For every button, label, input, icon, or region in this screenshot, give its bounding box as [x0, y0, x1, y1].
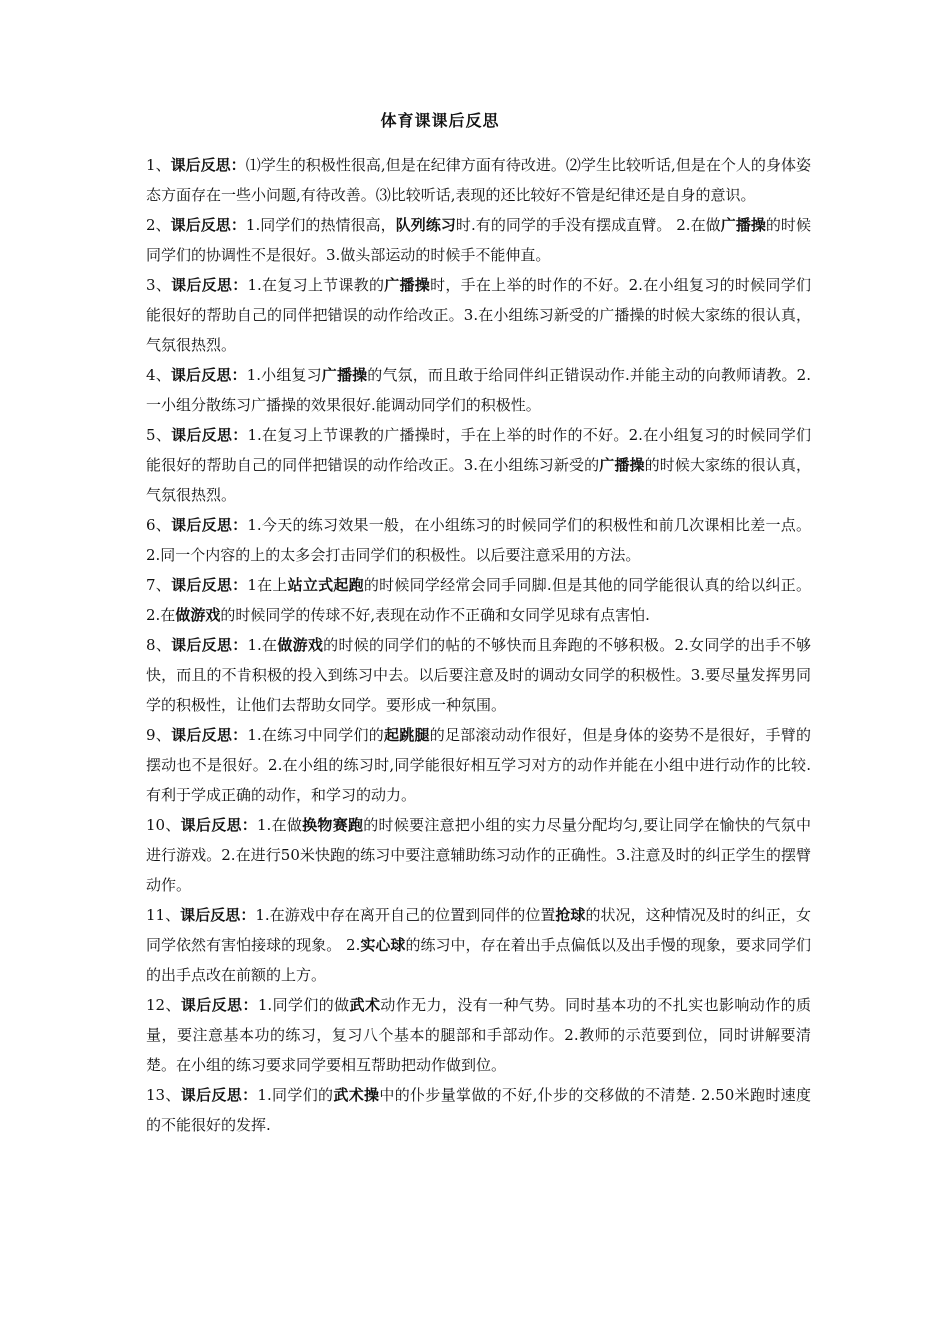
reflection-paragraph [146, 360, 811, 420]
reflection-paragraph [146, 420, 811, 510]
paragraph-text: 1.在游戏中存在离开自己的位置到同伴的位置 [255, 906, 556, 924]
paragraph-label: 课后反思： [170, 366, 247, 384]
paragraph-text: ⑴学生的积极性很高,但是在纪律方面有待改进。⑵学生比较听话,但是在个人的身体姿态方面存在一些小问题,有待改善。⑶比较听话,表现的还比较好不管是纪律还是自身的意识。 [146, 156, 811, 204]
paragraph-number: 9、 [146, 726, 172, 744]
paragraph-number: 1、 [146, 156, 171, 174]
highlight-term: 起跳腿 [384, 726, 430, 744]
paragraph-text: 时，手在上举的时作的不好。2.在小组复习的时候同学们能很好的帮助自己的同伴把错误的动作给改正。3.在小组练习新受的广播操的时候大家练的很认真，气氛很热烈。 [146, 276, 811, 354]
paragraph-label: 课后反思： [180, 1086, 258, 1104]
paragraph-label: 课后反思： [171, 276, 248, 294]
highlight-term: 武术操 [333, 1086, 380, 1104]
highlight-term: 广播操 [720, 216, 766, 234]
reflection-paragraph [146, 900, 811, 990]
highlight-term: 实心球 [360, 936, 406, 954]
paragraph-label: 课后反思： [180, 906, 256, 924]
highlight-term: 广播操 [384, 276, 431, 294]
paragraph-text: 的时候同学的传球不好,表现在动作不正确和女同学见球有点害怕. [220, 606, 650, 624]
paragraph-number: 11、 [146, 906, 181, 924]
reflection-paragraph [146, 570, 811, 630]
highlight-term: 抢球 [555, 906, 586, 924]
paragraph-text: 的练习中，存在着出手点偏低以及出手慢的现象，要求同学们的出手点改在前额的上方。 [146, 936, 811, 984]
highlight-term: 广播操 [321, 366, 368, 384]
paragraph-text: 的时候同学经常会同手同脚.但是其他的同学能很认真的给以纠正。2.在 [146, 576, 811, 624]
paragraph-number: 4、 [146, 366, 171, 384]
reflection-paragraph [146, 720, 811, 810]
paragraph-label: 课后反思： [171, 576, 248, 594]
reflection-paragraph [146, 510, 811, 570]
paragraph-number: 7、 [146, 576, 172, 594]
paragraph-label: 课后反思： [170, 216, 246, 234]
highlight-term: 做游戏 [175, 606, 221, 624]
paragraph-text: 1在上 [247, 576, 288, 594]
highlight-term: 站立式起跑 [287, 576, 364, 594]
highlight-term: 换物赛跑 [302, 816, 364, 834]
paragraph-number: 3、 [146, 276, 172, 294]
paragraph-label: 课后反思： [171, 426, 248, 444]
paragraph-number: 13、 [146, 1086, 181, 1104]
highlight-term: 队列练习 [395, 216, 456, 234]
paragraph-text: 的足部滚动动作很好，但是身体的姿势不是很好，手臂的摆动也不是很好。2.在小组的练习时,同学能很好相互学习对方的动作并能在小组中进行动作的比较.有利于学成正确的动作，和学习的动力。 [146, 726, 811, 804]
paragraph-text: 1.在复习上节课教的 [247, 276, 385, 294]
paragraph-text: 1.在练习中同学们的 [247, 726, 384, 744]
reflection-paragraph [146, 210, 811, 270]
paragraph-label: 课后反思： [171, 726, 248, 744]
reflection-paragraph [146, 990, 811, 1080]
paragraph-text: 1.同学们的 [257, 1086, 334, 1104]
reflection-paragraph [146, 150, 811, 210]
document-body [146, 150, 811, 1140]
reflection-paragraph [146, 1080, 811, 1140]
paragraph-text: 1.同学们的热情很高， [245, 216, 396, 234]
reflection-paragraph [146, 630, 811, 720]
paragraph-text: 的时候要注意把小组的实力尽量分配均匀,要让同学在愉快的气氛中进行游戏。2.在进行50米快跑的练习中要注意辅助练习动作的正确性。3.注意及时的纠正学生的摆臂动作。 [146, 816, 811, 894]
paragraph-label: 课后反思： [171, 636, 248, 654]
document-title: 体育课课后反思 [380, 111, 500, 130]
paragraph-label: 课后反思： [170, 156, 246, 174]
paragraph-number: 8、 [146, 636, 172, 654]
paragraph-text: 时.有的同学的手没有摆成直臂。 2.在做 [455, 216, 721, 234]
paragraph-text: 的时候同学们的协调性不是很好。3.做头部运动的时候手不能伸直。 [146, 216, 811, 264]
paragraph-text: 的时候大家练的很认真，气氛很热烈。 [146, 456, 811, 504]
paragraph-text: 1.小组复习 [246, 366, 322, 384]
paragraph-label: 课后反思： [180, 996, 258, 1014]
paragraph-text: 的状况，这种情况及时的纠正，女同学依然有害怕接球的现象。 2. [146, 906, 811, 954]
paragraph-text: 1.在 [247, 636, 278, 654]
paragraph-text: 1.同学们的做 [257, 996, 350, 1014]
highlight-term: 做游戏 [277, 636, 324, 654]
paragraph-text: 1.在复习上节课教的广播操时，手在上举的时作的不好。2.在小组复习的时候同学们能很好的帮助自己的同伴把错误的动作给改正。3.在小组练习新受的 [146, 426, 811, 474]
paragraph-number: 5、 [146, 426, 172, 444]
paragraph-text: 动作无力，没有一种气势。同时基本功的不扎实也影响动作的质量，要注意基本功的练习，复习八个基本的腿部和手部动作。2.教师的示范要到位，同时讲解要清楚。在小组的练习要求同学要相互帮助把动作做到位。 [146, 996, 811, 1074]
paragraph-text: 1.今天的练习效果一般，在小组练习的时候同学们的积极性和前几次课相比差一点。2.同一个内容的上的太多会打击同学们的积极性。以后要注意采用的方法。 [146, 516, 811, 564]
reflection-paragraph [146, 810, 811, 900]
paragraph-text: 1.在做 [257, 816, 303, 834]
paragraph-label: 课后反思： [180, 816, 258, 834]
paragraph-number: 6、 [146, 516, 172, 534]
highlight-term: 广播操 [599, 456, 645, 474]
paragraph-text: 的时候的同学们的帖的不够快而且奔跑的不够积极。2.女同学的出手不够快，而且的不肯积极的投入到练习中去。以后要注意及时的调动女同学的积极性。3.要尽量发挥男同学的积极性，让他们去帮助女同学。要形成一种氛围。 [146, 636, 811, 714]
paragraph-number: 12、 [146, 996, 181, 1014]
paragraph-number: 2、 [146, 216, 171, 234]
paragraph-label: 课后反思： [171, 516, 248, 534]
paragraph-text: 的气氛，而且敢于给同伴纠正错误动作.并能主动的向教师请教。2.一小组分散练习广播操的效果很好.能调动同学们的积极性。 [146, 366, 811, 414]
paragraph-text: 中的仆步量掌做的不好,仆步的交移做的不清楚. 2.50米跑时速度的不能很好的发挥. [146, 1086, 811, 1134]
highlight-term: 武术 [349, 996, 381, 1014]
reflection-paragraph [146, 270, 811, 360]
paragraph-number: 10、 [146, 816, 181, 834]
